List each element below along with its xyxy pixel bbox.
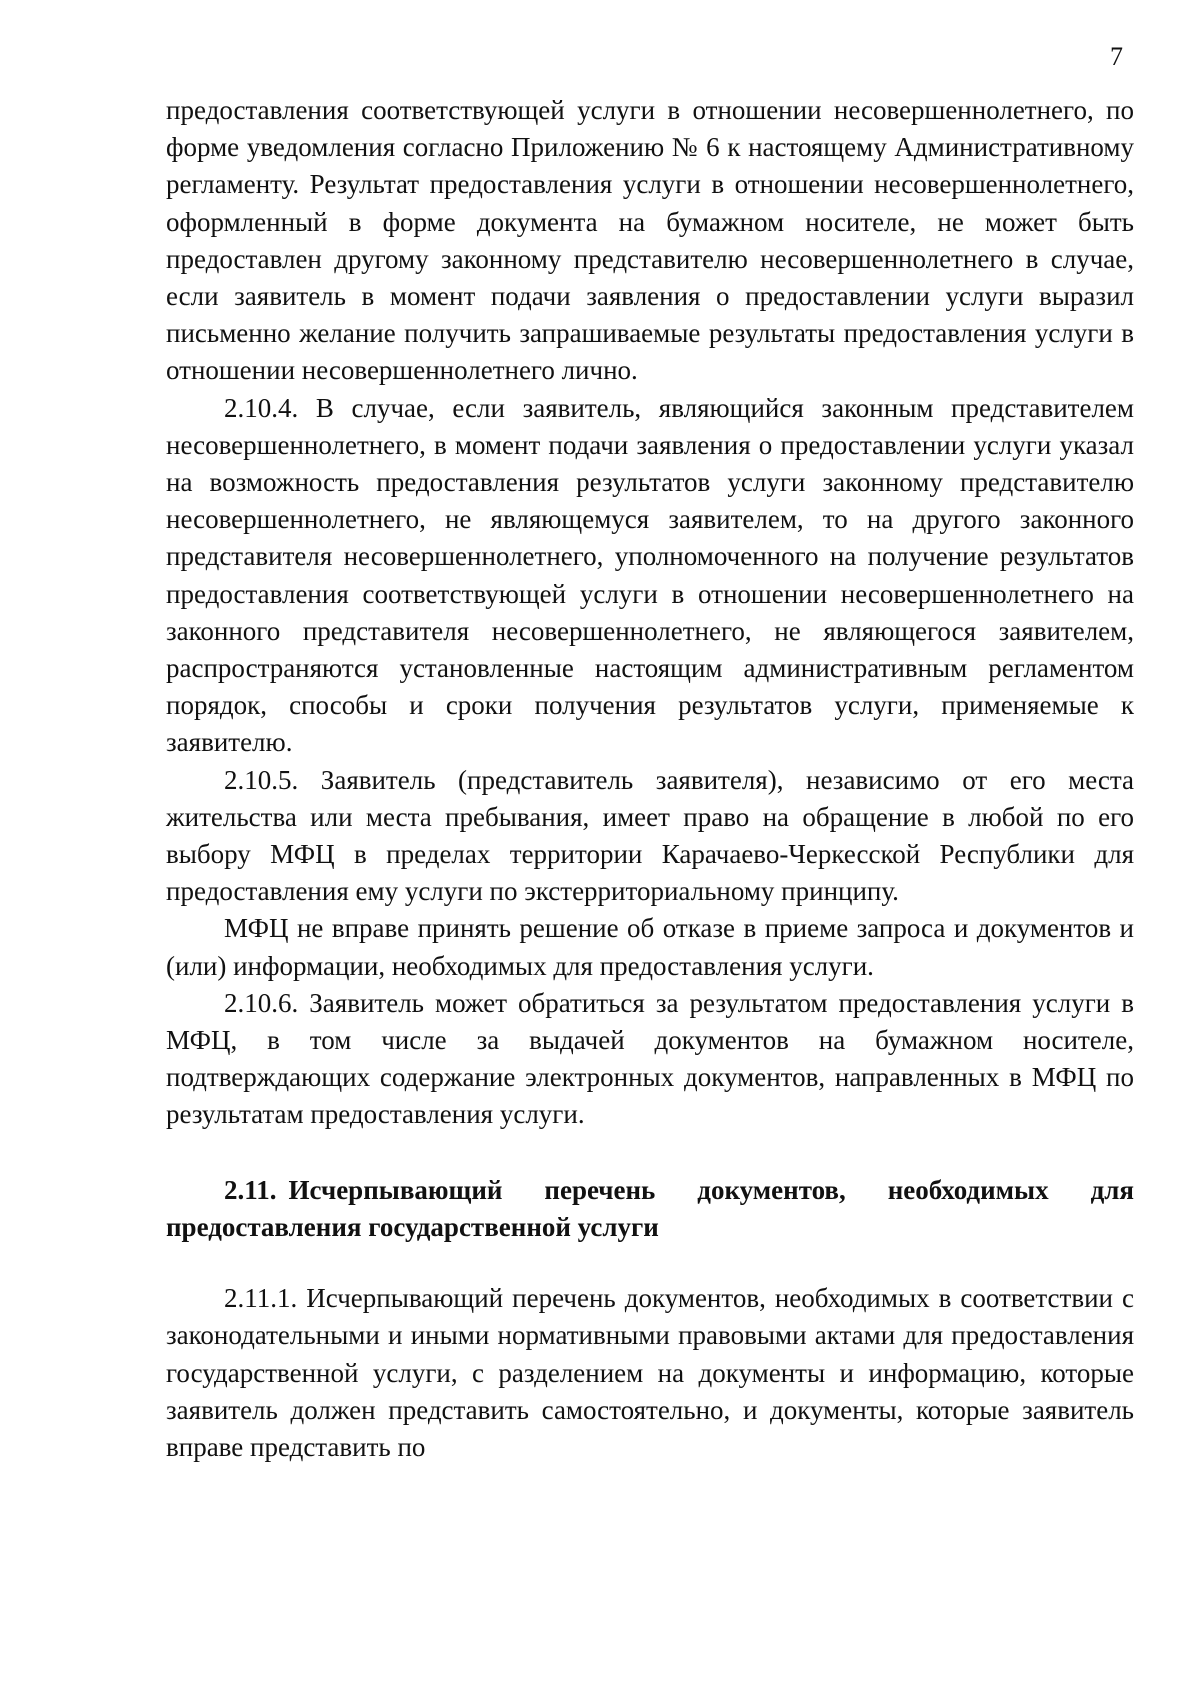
section-heading-2-11 bbox=[166, 1172, 1134, 1246]
document-body bbox=[166, 92, 1134, 1466]
section-title: Исчерпывающий перечень документов, необходимых для предоставления государственной услуги bbox=[166, 1174, 1134, 1242]
paragraph-2-11-1: 2.11.1. Исчерпывающий перечень документов, необходимых в соответствии с законодательными и иными нормативными правовыми актами для предоставления государственной услуги, с разделением на документы и информацию, которые заявитель должен представить самостоятельно, и документы, которые заявитель вправе представить по bbox=[166, 1283, 1134, 1462]
paragraph-2-10-4: 2.10.4. В случае, если заявитель, являющийся законным представителем несовершеннолетнего, в момент подачи заявления о предоставлении услуги указал на возможность предоставления результатов услуги законному представителю несовершеннолетнего, не являющемуся заявителем, то на другого законного представителя несовершеннолетнего, уполномоченного на получение результатов предоставления соответствующей услуги в отношении несовершеннолетнего на законного представителя несовершеннолетнего, не являющегося заявителем, распространяются установленные настоящим административным регламентом порядок, способы и сроки получения результатов услуги, применяемые к заявителю. bbox=[166, 392, 1134, 758]
paragraph-2-10-6: 2.10.6. Заявитель может обратиться за результатом предоставления услуги в МФЦ, в том числе за выдачей документов на бумажном носителе, подтверждающих содержание электронных документов, направленных в МФЦ по результатам предоставления услуги. bbox=[166, 987, 1134, 1130]
paragraph-continuation: предоставления соответствующей услуги в отношении несовершеннолетнего, по форме уведомления согласно Приложению № 6 к настоящему Административному регламенту. Результат предоставления услуги в отношении несовершеннолетнего, оформленный в форме документа на бумажном носителе, не может быть предоставлен другому законному представителю несовершеннолетнего в случае, если заявитель в момент подачи заявления о предоставлении услуги выразил письменно желание получить запрашиваемые результаты предоставления услуги в отношении несовершеннолетнего лично. bbox=[166, 95, 1134, 386]
page-number: 7 bbox=[1110, 42, 1123, 71]
paragraph-2-10-5: 2.10.5. Заявитель (представитель заявителя), независимо от его места жительства или места пребывания, имеет право на обращение в любой по его выбору МФЦ в пределах территории Карачаево-Черкесской Республики для предоставления ему услуги по экстерриториальному принципу. bbox=[166, 764, 1134, 907]
section-number: 2.11. bbox=[224, 1174, 277, 1205]
paragraph-mfc-refusal: МФЦ не вправе принять решение об отказе в приеме запроса и документов и (или) информации, необходимых для предоставления услуги. bbox=[166, 913, 1134, 981]
